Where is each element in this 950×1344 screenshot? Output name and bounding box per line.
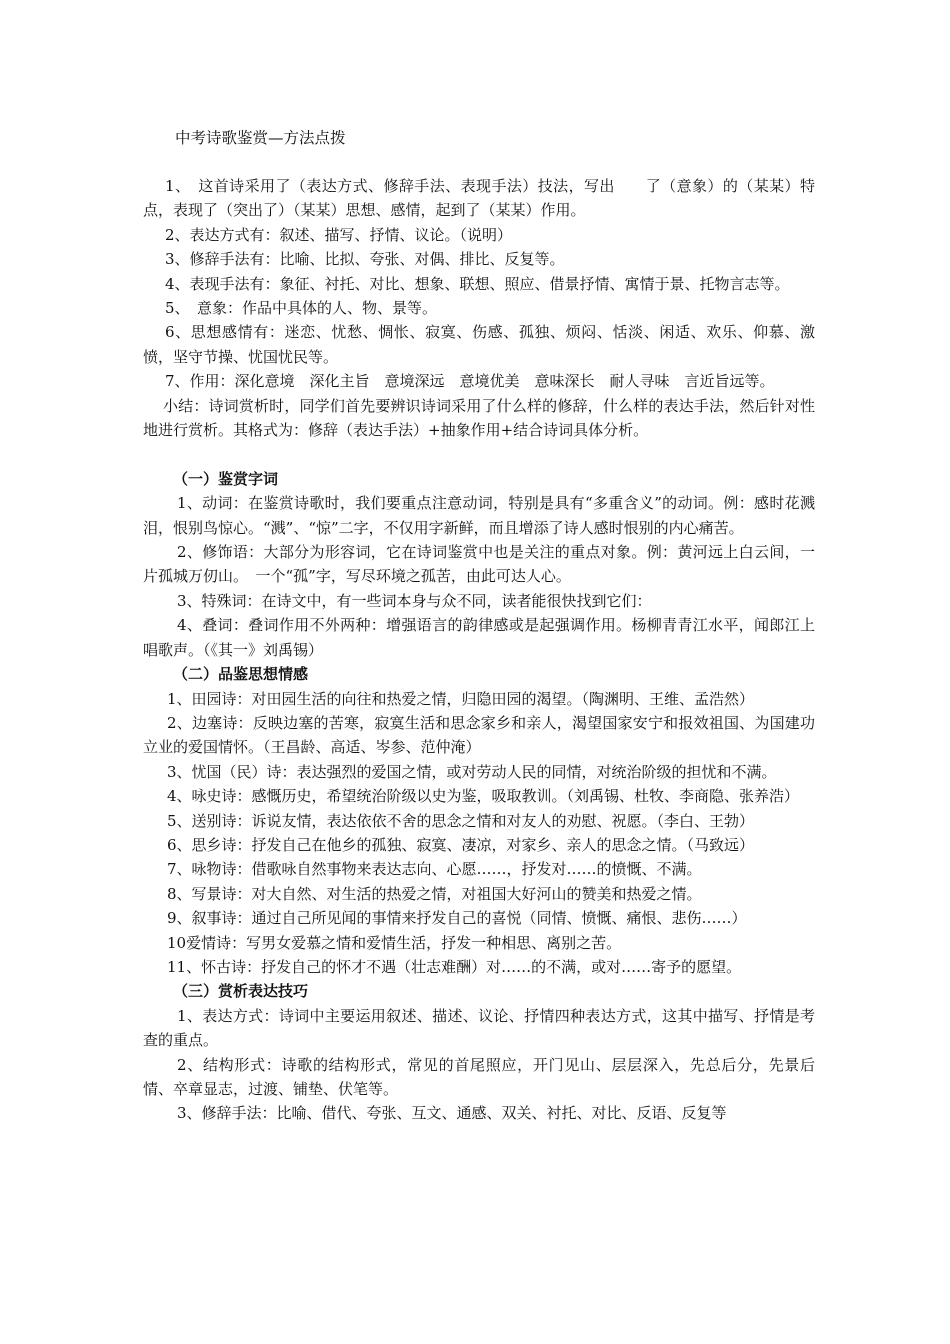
intro-item-3: 3、修辞手法有：比喻、比拟、夸张、对偶、排比、反复等。 [165,250,565,269]
section-heading-techniques: （三）赏析表达技巧 [173,982,309,1001]
section-heading-words: （一）鉴赏字词 [173,469,279,488]
intro-summary: 小结：诗词赏析时，同学们首先要辨识诗词采用了什么样的修辞，什么样的表达手法，然后针对性地进行赏析。其格式为：修辞（表达手法）+抽象作用+结合诗词具体分析。 [143,396,815,440]
section1-item-3: 3、特殊词：在诗文中，有一些词本身与众不同，读者能很快找到它们： [177,591,652,610]
section2-item-9: 9、叙事诗：通过自己所见闻的事情来抒发自己的喜悦（同情、愤慨、痛恨、悲伤……） [167,909,747,928]
section2-item-6: 6、思乡诗：抒发自己在他乡的孤独、寂寞、凄凉，对家乡、亲人的思念之情。（马致远） [167,835,755,854]
intro-item-7: 7、作用：深化意境 深化主旨 意境深远 意境优美 意味深长 耐人寻味 言近旨远等。 [165,372,775,391]
intro-item-1: 1、 这首诗采用了（表达方式、修辞手法、表现手法）技法，写出 了（意象）的（某某）特点，表现了（突出了）（某某）思想、感情，起到了（某某）作用。 [143,177,815,220]
document-body [143,174,815,1126]
section2-item-10: 10爱情诗：写男女爱慕之情和爱情生活，抒发一种相思、离别之苦。 [167,933,622,952]
section1-item-4: 4、叠词：叠词作用不外两种：增强语言的韵律感或是起强调作用。杨柳青青江水平，闻郎江上唱歌声。（《其一》刘禹锡） [143,616,815,659]
section2-item-5: 5、送别诗：诉说友情，表达依依不舍的思念之情和对友人的劝慰、祝愿。（李白、王勃） [167,811,755,830]
intro-item-5: 5、 意象：作品中具体的人、物、景等。 [165,299,438,318]
section1-item-1: 1、动词：在鉴赏诗歌时，我们要重点注意动词，特别是具有“多重含义”的动词。例：感时花溅泪，恨别鸟惊心。“溅”、“惊”二字，不仅用字新鲜，而且增添了诗人感时恨别的内心痛苦。 [143,494,815,537]
intro-item-2: 2、表达方式有：叙述、描写、抒情、议论。（说明） [165,225,513,244]
intro-item-4: 4、表现手法有：象征、衬托、对比、想象、联想、照应、借景抒情、寓情于景、托物言志等。 [165,274,790,293]
section3-item-2: 2、结构形式：诗歌的结构形式，常见的首尾照应，开门见山、层层深入，先总后分，先景后情、卒章显志，过渡、铺垫、伏笔等。 [143,1055,815,1099]
section2-item-3: 3、忧国（民）诗：表达强烈的爱国之情，或对劳动人民的同情，对统治阶级的担忧和不满。 [167,762,777,781]
section3-item-1: 1、表达方式：诗词中主要运用叙述、描述、议论、抒情四种表达方式，这其中描写、抒情是考查的重点。 [143,1006,815,1050]
section2-item-1: 1、田园诗：对田园生活的向往和热爱之情，归隐田园的渴望。（陶渊明、王维、孟浩然） [167,689,755,708]
section2-item-11: 11、怀古诗：抒发自己的怀才不遇（壮志难酬）对……的不满，或对……寄予的愿望。 [167,957,742,976]
section2-item-2: 2、边塞诗：反映边塞的苦寒，寂寞生活和思念家乡和亲人，渴望国家安宁和报效祖国、为国建功立业的爱国情怀。（王昌龄、高适、岑参、范仲淹） [143,713,815,757]
section-heading-emotions: （二）品鉴思想情感 [173,665,309,684]
section2-item-4: 4、咏史诗：感慨历史，希望统治阶级以史为鉴，吸取教训。（刘禹锡、杜牧、李商隐、张养浩） [167,787,800,806]
section2-item-7: 7、咏物诗：借歌咏自然事物来表达志向、心愿……，抒发对……的愤慨、不满。 [167,860,702,879]
intro-item-6: 6、思想感情有：迷恋、忧愁、惆怅、寂寞、伤感、孤独、烦闷、恬淡、闲适、欢乐、仰慕、激愤，坚守节操、忧国忧民等。 [143,323,815,366]
page-title: 中考诗歌鉴赏—方法点拨 [175,129,346,147]
section1-item-2: 2、修饰语：大部分为形容词，它在诗词鉴赏中也是关注的重点对象。例：黄河远上白云间，一片孤城万仞山。 一个“孤”字，写尽环境之孤苦，由此可达人心。 [143,543,815,586]
section2-item-8: 8、写景诗：对大自然、对生活的热爱之情，对祖国大好河山的赞美和热爱之情。 [167,884,702,903]
section3-item-3: 3、修辞手法：比喻、借代、夸张、互文、通感、双关、衬托、对比、反语、反复等 [177,1104,727,1123]
